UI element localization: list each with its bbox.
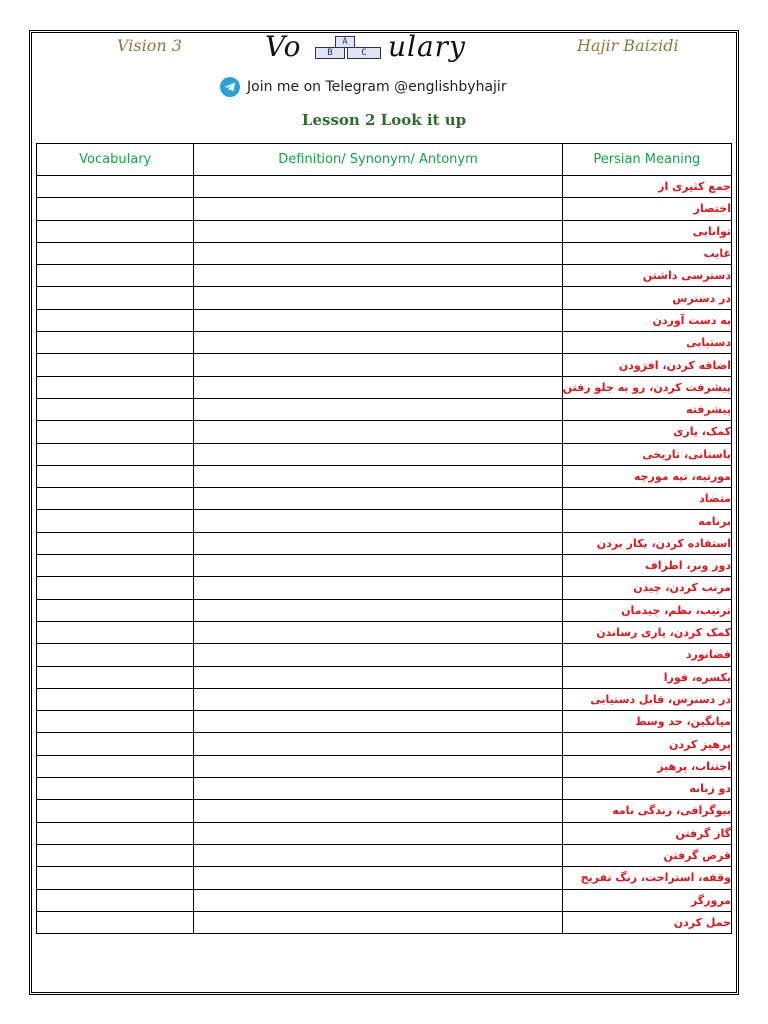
persian-meaning-cell: پیشرفت کردن، رو به جلو رفتن: [562, 376, 731, 398]
vocabulary-cell: [37, 555, 194, 577]
vocabulary-header: Vocabulary: [37, 144, 194, 176]
table-row: [37, 911, 732, 933]
persian-meaning-cell: میانگین، حد وسط: [562, 711, 731, 733]
definition-cell: [194, 176, 562, 198]
vocabulary-cell: [37, 265, 194, 287]
definition-cell: [194, 911, 562, 933]
definition-cell: [194, 755, 562, 777]
table-row: [37, 354, 732, 376]
persian-meaning-cell: قرض گرفتن: [562, 844, 731, 866]
definition-cell: [194, 688, 562, 710]
table-row: [37, 465, 732, 487]
persian-meaning-cell: مورتیه، تپه مورچه: [562, 465, 731, 487]
vocabulary-cell: [37, 800, 194, 822]
table-row: [37, 488, 732, 510]
table-row: [37, 265, 732, 287]
table-row: [37, 889, 732, 911]
definition-cell: [194, 242, 562, 264]
logo-text-end: ulary: [388, 30, 466, 63]
definition-cell: [194, 354, 562, 376]
persian-meaning-cell: به دست آوردن: [562, 309, 731, 331]
definition-cell: [194, 532, 562, 554]
definition-cell: [194, 488, 562, 510]
definition-cell: [194, 733, 562, 755]
logo-text-start: Vo: [265, 30, 302, 63]
vocabulary-cell: [37, 220, 194, 242]
table-row: [37, 666, 732, 688]
vocabulary-cell: [37, 398, 194, 420]
definition-cell: [194, 666, 562, 688]
persian-meaning-cell: باستانی، تاریخی: [562, 443, 731, 465]
vocabulary-cell: [37, 198, 194, 220]
table-row: [37, 778, 732, 800]
telegram-line[interactable]: [220, 77, 507, 97]
persian-meaning-cell: حمل کردن: [562, 911, 731, 933]
table-row: [37, 644, 732, 666]
persian-meaning-cell: دو زبانه: [562, 778, 731, 800]
vocabulary-cell: [37, 755, 194, 777]
table-row: [37, 599, 732, 621]
definition-cell: [194, 465, 562, 487]
vocabulary-cell: [37, 644, 194, 666]
persian-meaning-cell: پرهیز کردن: [562, 733, 731, 755]
definition-cell: [194, 421, 562, 443]
persian-meaning-cell: مرورگر: [562, 889, 731, 911]
table-row: [37, 176, 732, 198]
telegram-icon: [220, 77, 240, 97]
table-row: [37, 532, 732, 554]
vocabulary-cell: [37, 889, 194, 911]
vocabulary-cell: [37, 867, 194, 889]
vocabulary-cell: [37, 176, 194, 198]
definition-cell: [194, 287, 562, 309]
table-row: [37, 376, 732, 398]
persian-meaning-cell: دستیابی: [562, 332, 731, 354]
author-name: Hajir Baizidi: [577, 36, 679, 55]
definition-cell: [194, 220, 562, 242]
vocabulary-cell: [37, 354, 194, 376]
table-row: [37, 309, 732, 331]
logo-block: C: [347, 47, 381, 59]
table-row: [37, 711, 732, 733]
definition-cell: [194, 889, 562, 911]
persian-meaning-cell: اضافه کردن، افزودن: [562, 354, 731, 376]
table-row: [37, 421, 732, 443]
vocabulary-cell: [37, 242, 194, 264]
persian-meaning-cell: استفاده کردن، بکار بردن: [562, 532, 731, 554]
vocabulary-cell: [37, 488, 194, 510]
definition-cell: [194, 867, 562, 889]
table-row: [37, 733, 732, 755]
vocabulary-cell: [37, 733, 194, 755]
definition-cell: [194, 844, 562, 866]
definition-cell: [194, 510, 562, 532]
vocabulary-cell: [37, 332, 194, 354]
persian-meaning-cell: کمک کردن، یاری رساندن: [562, 621, 731, 643]
definition-cell: [194, 822, 562, 844]
persian-meaning-cell: فضانورد: [562, 644, 731, 666]
logo-block: A: [335, 36, 355, 48]
table-header-row: [37, 144, 732, 176]
table-row: [37, 577, 732, 599]
definition-cell: [194, 332, 562, 354]
definition-cell: [194, 309, 562, 331]
persian-meaning-cell: اختصار: [562, 198, 731, 220]
table-row: [37, 287, 732, 309]
definition-header: Definition/ Synonym/ Antonym: [194, 144, 562, 176]
vocabulary-cell: [37, 666, 194, 688]
table-row: [37, 844, 732, 866]
vocabulary-cell: [37, 287, 194, 309]
lesson-title: Lesson 2 Look it up: [301, 111, 467, 129]
vocabulary-cell: [37, 778, 194, 800]
vocabulary-cell: [37, 621, 194, 643]
persian-meaning-cell: وقفه، استراحت، زنگ تفریح: [562, 867, 731, 889]
persian-meaning-header: Persian Meaning: [562, 144, 731, 176]
vocabulary-cell: [37, 465, 194, 487]
definition-cell: [194, 198, 562, 220]
definition-cell: [194, 621, 562, 643]
vocabulary-cell: [37, 532, 194, 554]
vocabulary-logo: [265, 30, 505, 70]
definition-cell: [194, 644, 562, 666]
course-title: Vision 3: [117, 36, 182, 55]
vocabulary-cell: [37, 443, 194, 465]
vocabulary-cell: [37, 421, 194, 443]
vocabulary-cell: [37, 844, 194, 866]
table-row: [37, 443, 732, 465]
definition-cell: [194, 443, 562, 465]
telegram-text: Join me on Telegram @englishbyhajir: [247, 79, 507, 95]
table-row: [37, 800, 732, 822]
persian-meaning-cell: دسترسی داشتن: [562, 265, 731, 287]
table-row: [37, 822, 732, 844]
logo-block: B: [315, 47, 345, 59]
table-row: [37, 198, 732, 220]
table-row: [37, 867, 732, 889]
definition-cell: [194, 265, 562, 287]
persian-meaning-cell: دور وبر، اطراف: [562, 555, 731, 577]
definition-cell: [194, 800, 562, 822]
vocabulary-cell: [37, 577, 194, 599]
table-row: [37, 688, 732, 710]
persian-meaning-cell: در دسترس، قابل دستیابی: [562, 688, 731, 710]
vocabulary-cell: [37, 688, 194, 710]
vocabulary-cell: [37, 376, 194, 398]
abc-blocks-icon: [311, 36, 385, 60]
table-row: [37, 510, 732, 532]
definition-cell: [194, 577, 562, 599]
table-row: [37, 220, 732, 242]
vocabulary-cell: [37, 911, 194, 933]
persian-meaning-cell: بیوگرافی، زندگی نامه: [562, 800, 731, 822]
definition-cell: [194, 376, 562, 398]
table-row: [37, 755, 732, 777]
definition-cell: [194, 711, 562, 733]
vocabulary-table: [36, 143, 732, 934]
definition-cell: [194, 398, 562, 420]
vocabulary-cell: [37, 599, 194, 621]
persian-meaning-cell: یکسره، فورا: [562, 666, 731, 688]
vocabulary-cell: [37, 309, 194, 331]
persian-meaning-cell: اجتناب، پرهیز: [562, 755, 731, 777]
table-row: [37, 398, 732, 420]
persian-meaning-cell: توانایی: [562, 220, 731, 242]
vocabulary-cell: [37, 510, 194, 532]
vocabulary-cell: [37, 711, 194, 733]
persian-meaning-cell: جمع کثیری از: [562, 176, 731, 198]
persian-meaning-cell: گاز گرفتن: [562, 822, 731, 844]
table-row: [37, 555, 732, 577]
definition-cell: [194, 555, 562, 577]
definition-cell: [194, 778, 562, 800]
definition-cell: [194, 599, 562, 621]
persian-meaning-cell: برنامه: [562, 510, 731, 532]
persian-meaning-cell: در دسترس: [562, 287, 731, 309]
table-row: [37, 332, 732, 354]
persian-meaning-cell: پیشرفته: [562, 398, 731, 420]
persian-meaning-cell: مرتب کردن، چیدن: [562, 577, 731, 599]
persian-meaning-cell: ترتیب، نظم، چیدمان: [562, 599, 731, 621]
table-row: [37, 242, 732, 264]
persian-meaning-cell: متضاد: [562, 488, 731, 510]
vocabulary-cell: [37, 822, 194, 844]
persian-meaning-cell: غایب: [562, 242, 731, 264]
persian-meaning-cell: کمک، یاری: [562, 421, 731, 443]
table-row: [37, 621, 732, 643]
